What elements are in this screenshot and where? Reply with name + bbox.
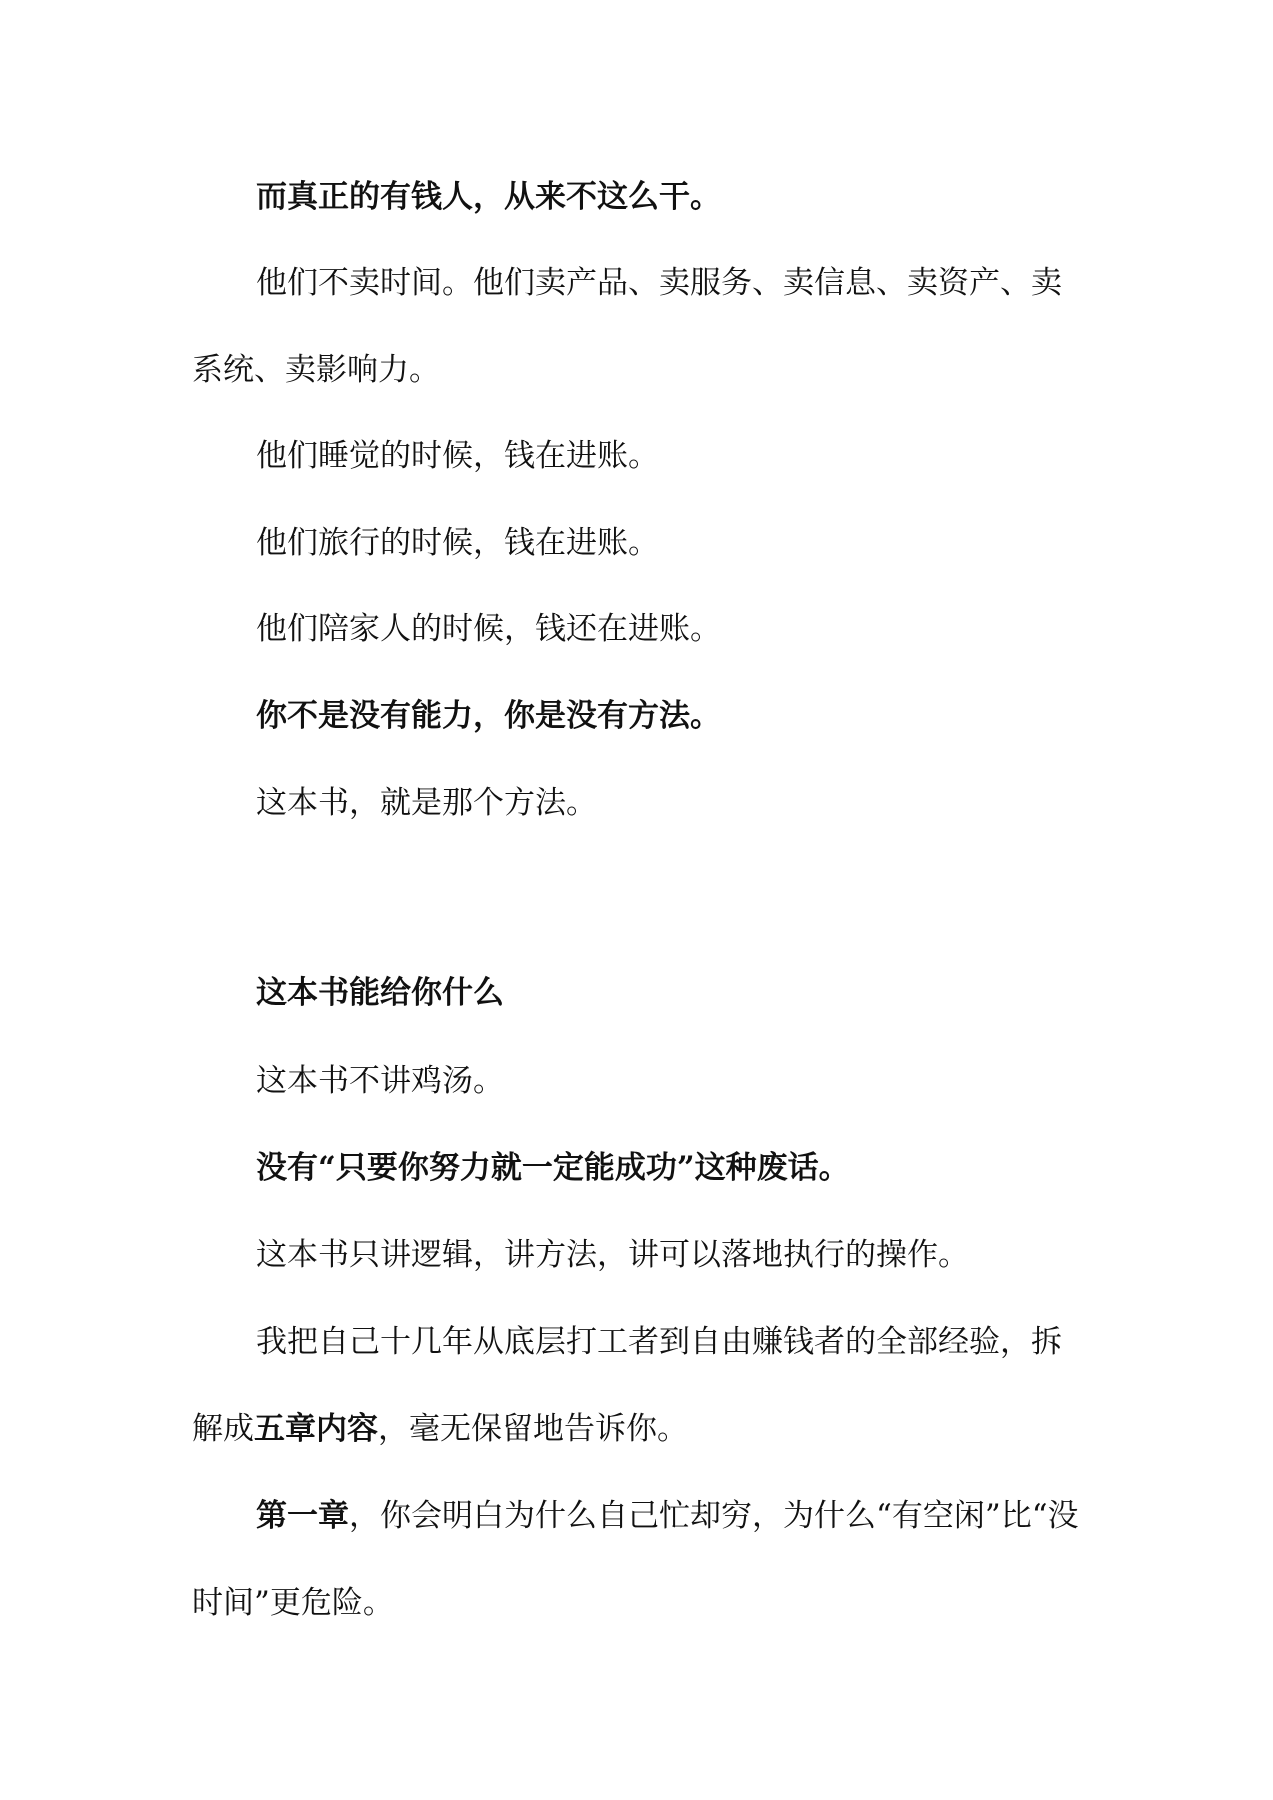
bold-statement-paragraph: 而真正的有钱人，从来不这么干。 bbox=[256, 179, 721, 215]
chapter-one-paragraph bbox=[192, 1473, 1082, 1647]
body-paragraph: 这本书只讲逻辑，讲方法，讲可以落地执行的操作。 bbox=[256, 1237, 969, 1273]
emphasis-text: 五章内容 bbox=[254, 1411, 378, 1447]
body-paragraph: 他们不卖时间。他们卖产品、卖服务、卖信息、卖资产、卖系统、卖影响力。 bbox=[192, 265, 1062, 388]
paragraph-text-end: ，你会明白为什么自己忙却穷，为什么“有空闲”比“没时间”更危险。 bbox=[192, 1498, 1079, 1621]
paragraph-text-end: ，毫无保留地告诉你。 bbox=[378, 1411, 688, 1447]
section-heading: 这本书能给你什么 bbox=[256, 975, 504, 1011]
body-paragraph: 他们陪家人的时候，钱还在进账。 bbox=[256, 611, 721, 647]
body-paragraph: 这本书不讲鸡汤。 bbox=[256, 1063, 504, 1099]
body-paragraph: 他们旅行的时候，钱在进账。 bbox=[256, 525, 659, 561]
body-paragraph: 这本书，就是那个方法。 bbox=[256, 785, 597, 821]
bold-statement-paragraph: 你不是没有能力，你是没有方法。 bbox=[256, 698, 721, 734]
chapter-label: 第一章 bbox=[256, 1498, 349, 1534]
body-paragraph: 他们睡觉的时候，钱在进账。 bbox=[256, 438, 659, 474]
bold-statement-paragraph: 没有“只要你努力就一定能成功”这种废话。 bbox=[256, 1150, 850, 1186]
body-paragraph-with-emphasis bbox=[192, 1299, 1082, 1473]
paragraph-text-start: 我把自己十几年从底层打工者到自由赚钱者的全部经验，拆解成 bbox=[192, 1324, 1062, 1447]
